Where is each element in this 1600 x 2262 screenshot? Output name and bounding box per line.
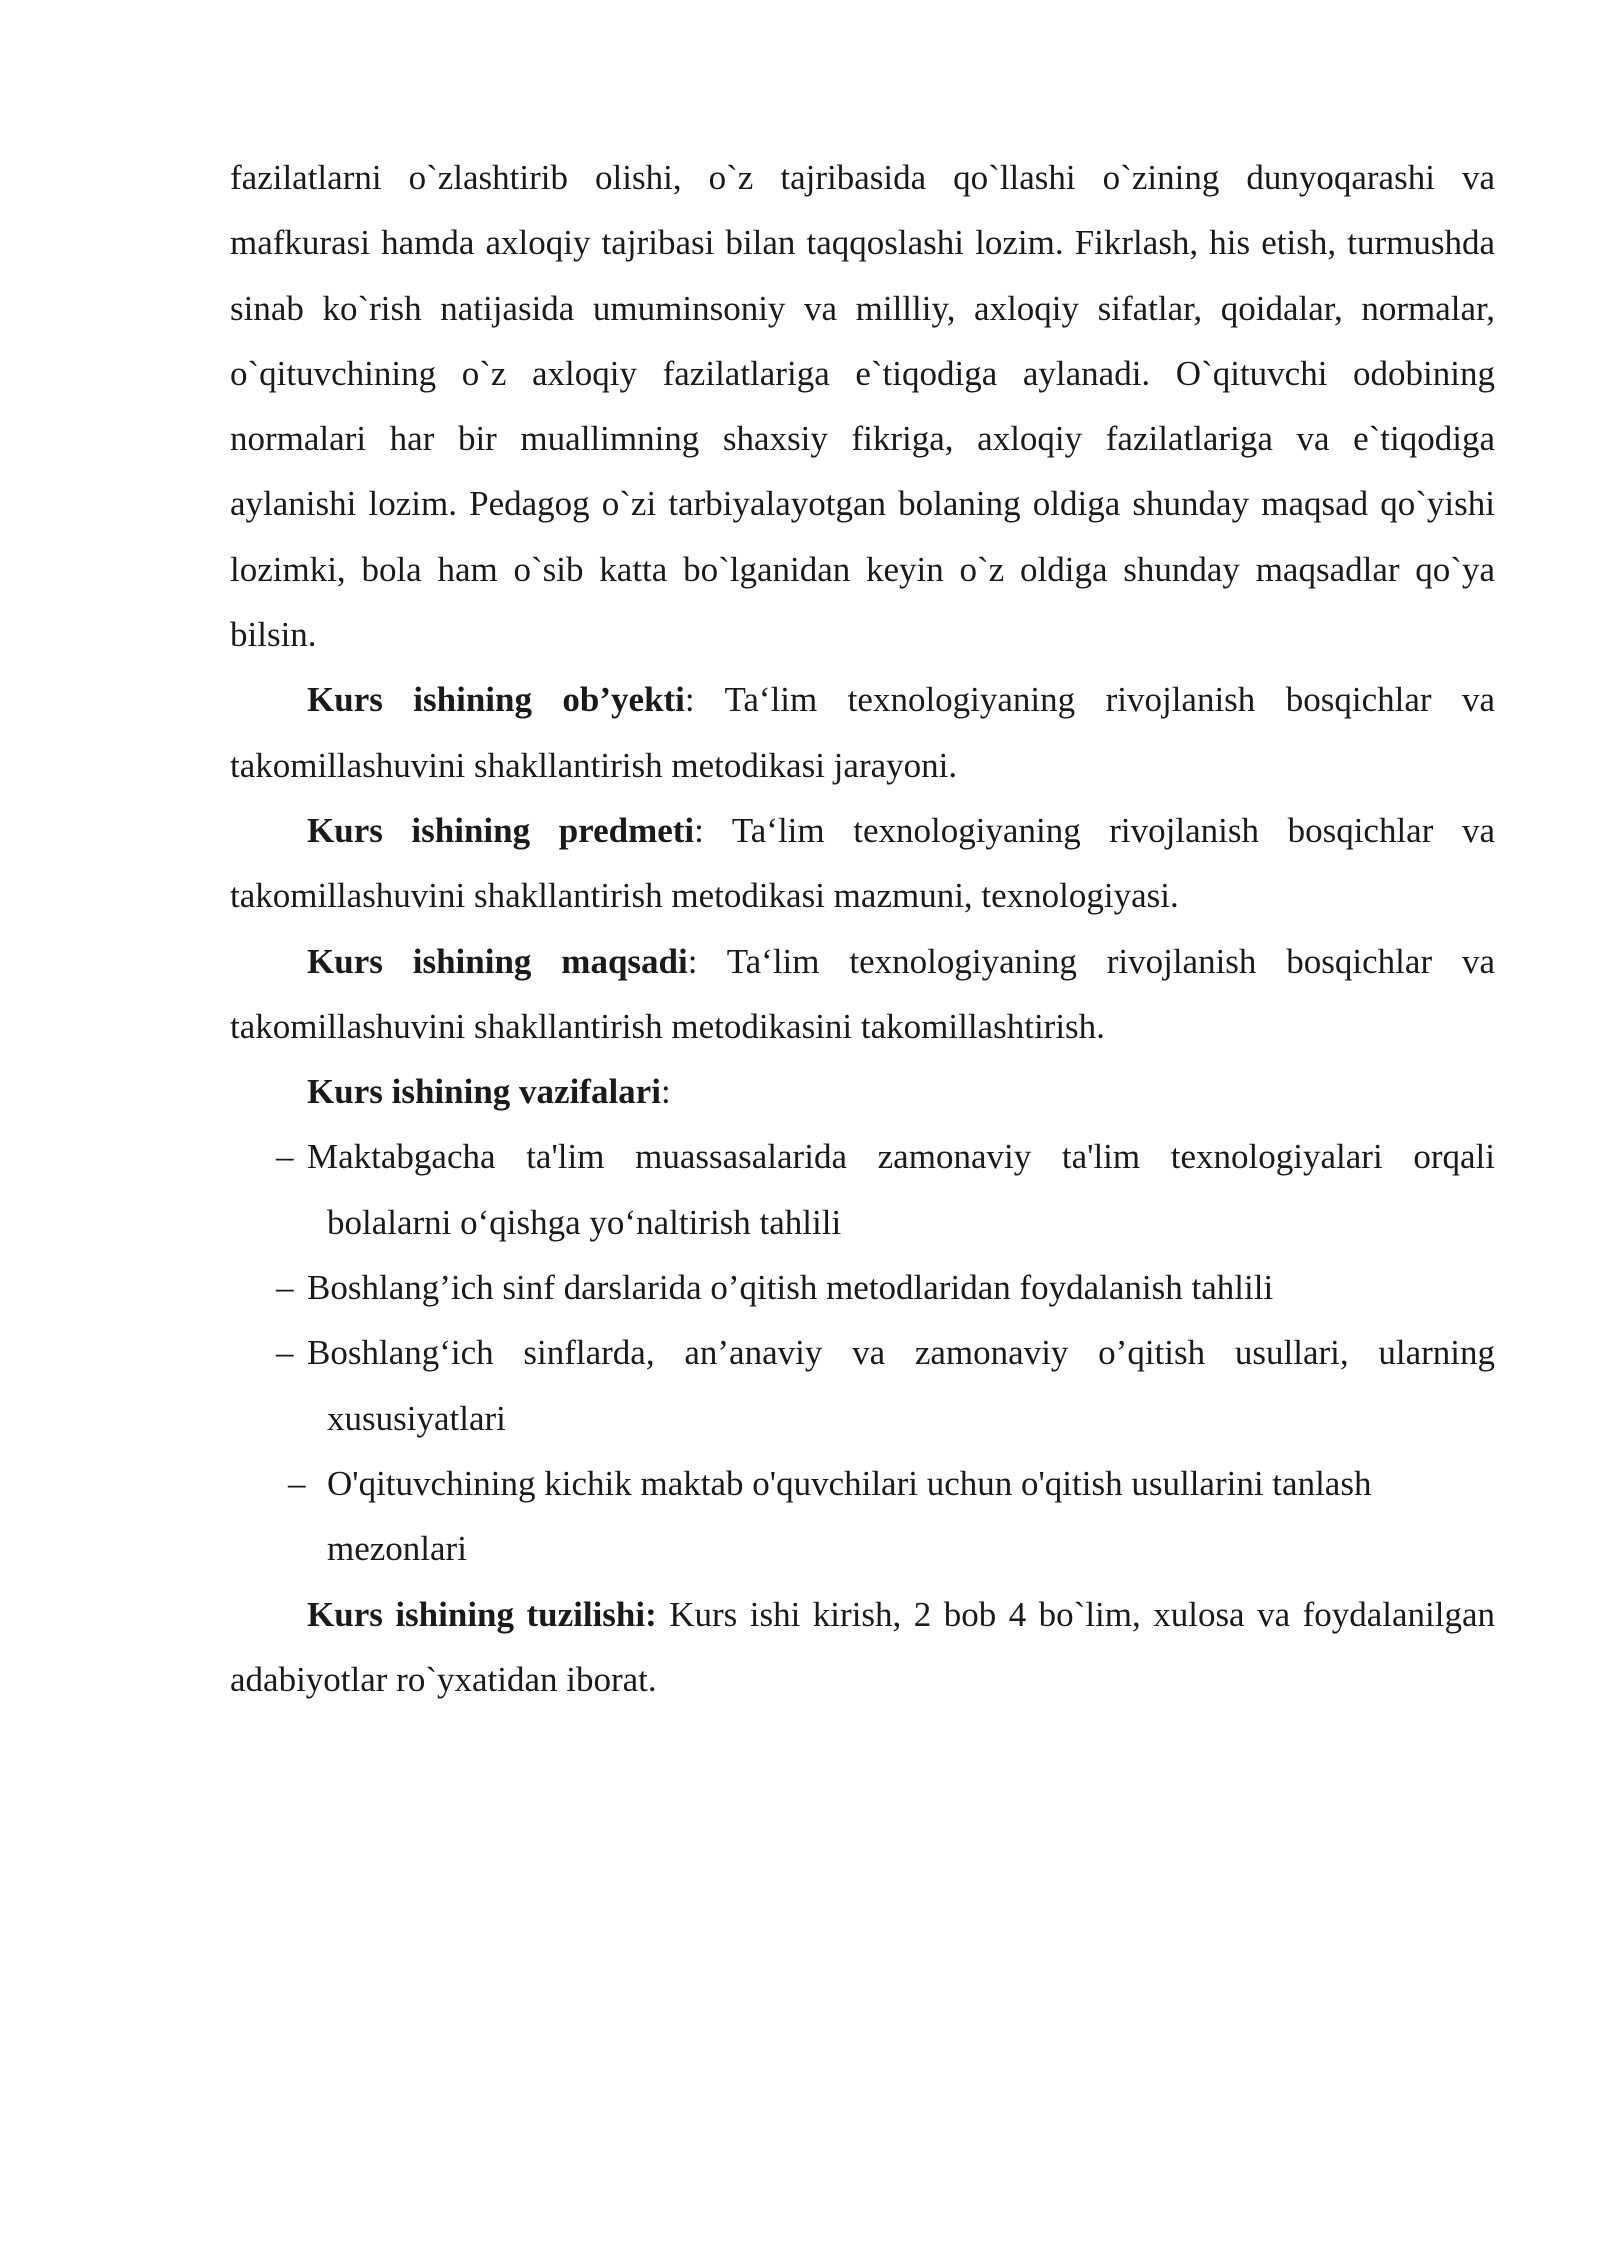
structure-text: Kurs ishi kirish, 2 bob 4 bo`lim, xulosa va foydalanilgan adabiyotlar ro`yxatidan iborat. [230,1594,1495,1699]
subject-paragraph [230,798,1495,929]
list-item [230,1124,1495,1255]
list-item [230,1451,1495,1582]
tasks-heading [230,1059,1495,1124]
object-paragraph [230,667,1495,798]
intro-paragraph: fazilatlarni o`zlashtirib olishi, o`z tajribasida qo`llashi o`zining dunyoqarashi va mafkurasi hamda axloqiy tajribasi bilan taqqoslashi lozim. Fikrlash, his etish, turmushda sinab ko`rish natijasida umuminsoniy va millliy, axloqiy sifatlar, qoidalar, normalar, o`qituvchining o`z axloqiy fazilatlariga e`tiqodiga aylanadi. O`qituvchi odobining normalari har bir muallimning shaxsiy fikriga, axloqiy fazilatlariga va e`tiqodiga aylanishi lozim. Pedagog o`zi tarbiyalayotgan bolaning oldiga shunday maqsad qo`yishi lozimki, bola ham o`sib katta bo`lganidan keyin o`z oldiga shunday maqsadlar qo`ya bilsin. [230,158,1495,655]
list-dash: – [276,1333,294,1373]
goal-paragraph [230,929,1495,1060]
goal-text: : Ta‘lim texnologiyaning rivojlanish bosqichlar va takomillashuvini shakllantirish metodikasini takomillashtirish. [230,941,1496,1046]
list-dash: – [288,1463,306,1503]
list-item-text: O'qituvchining kichik maktab o'quvchilari uchun o'qitish usullarini tanlash mezonlari [327,1463,1372,1569]
list-dash: – [276,1268,294,1308]
structure-label: Kurs ishining tuzilishi: [307,1594,657,1634]
object-label: Kurs ishining ob’yekti [307,680,685,720]
list-item [230,1255,1495,1320]
object-text: : Ta‘lim texnologiyaning rivojlanish bosqichlar va takomillashuvini shakllantirish metodikasi jarayoni. [230,680,1495,785]
goal-label: Kurs ishining maqsadi [307,941,688,981]
list-item-text: Boshlang’ich sinf darslarida o’qitish metodlaridan foydalanish tahlili [307,1268,1274,1308]
list-item [230,1320,1495,1451]
tasks-colon: : [660,1072,671,1112]
tasks-label: Kurs ishining vazifalari [307,1072,661,1112]
tasks-list [230,1124,1495,1581]
subject-label: Kurs ishining predmeti [307,810,695,850]
list-dash: – [276,1137,294,1177]
document-page [230,145,1495,1712]
structure-paragraph [230,1582,1495,1713]
list-item-text: Boshlang‘ich sinflarda, an’anaviy va zamonaviy o’qitish usullari, ularning xususiyatlari [307,1333,1495,1438]
subject-text: : Ta‘lim texnologiyaning rivojlanish bosqichlar va takomillashuvini shakllantirish metodikasi mazmuni, texnologiyasi. [230,810,1495,916]
list-item-text: Maktabgacha ta'lim muassasalarida zamonaviy ta'lim texnologiyalari orqali bolalarni o‘qishga yo‘naltirish tahlili [307,1137,1495,1242]
